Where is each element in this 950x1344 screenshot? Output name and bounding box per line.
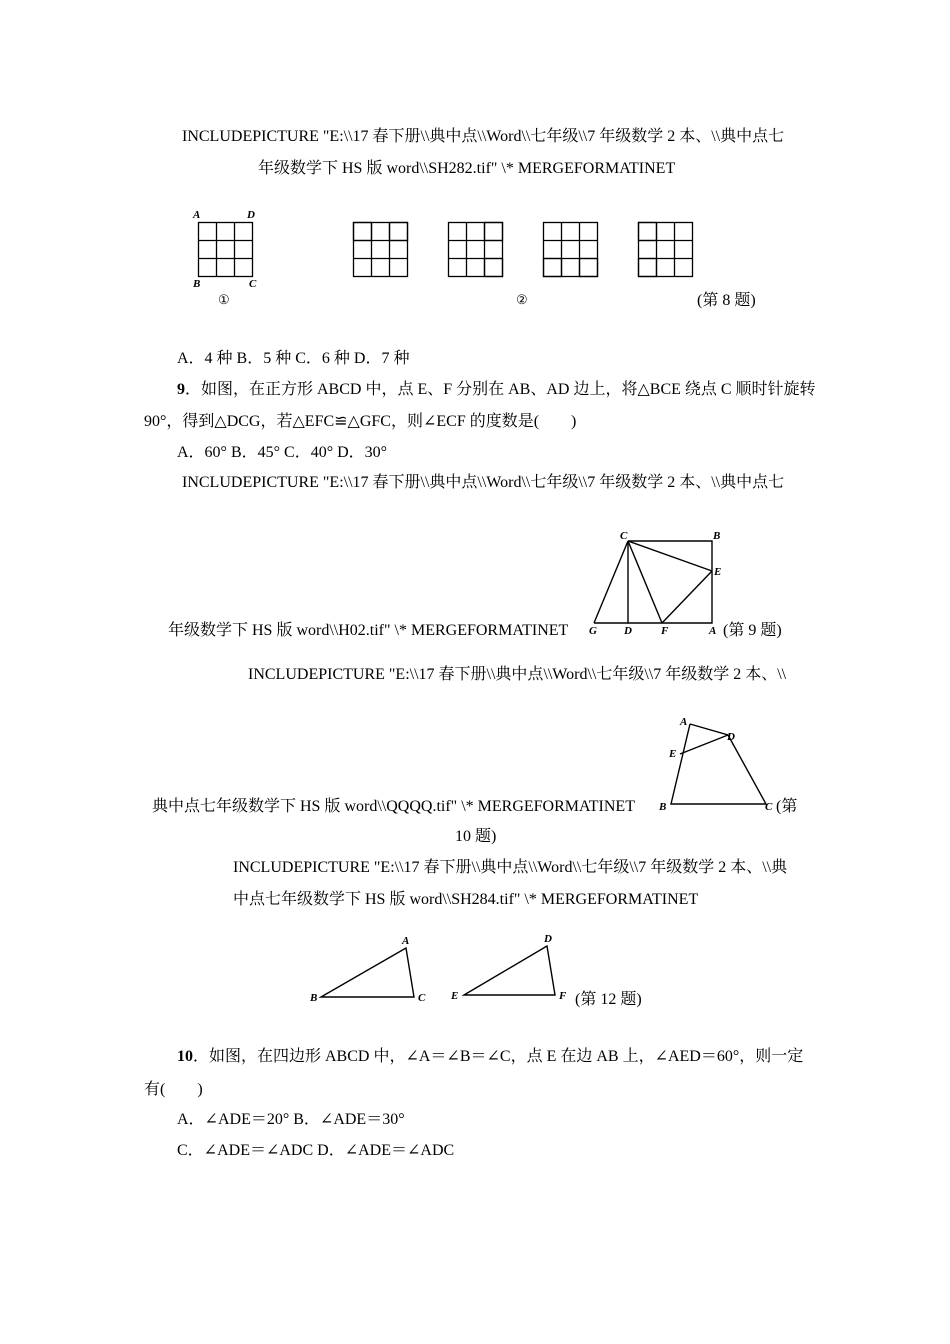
- figure-label: C: [620, 530, 628, 542]
- grid-figure-2d: [638, 222, 694, 278]
- figure-caption: ②: [516, 292, 528, 307]
- include-field-text: 年级数学下 HS 版 word\\H02.tif" \* MERGEFORMATINET: [168, 622, 569, 639]
- grid-figure-2c: [543, 222, 599, 278]
- figure-label: D: [544, 933, 552, 945]
- include-field-text: INCLUDEPICTURE "E:\\17 春下册\\典中点\\Word\\七年级\\7 年级数学 2 本、\\典中点七: [182, 474, 785, 491]
- include-field-text: 典中点七年级数学下 HS 版 word\\QQQQ.tif" \* MERGEFORMATINET: [152, 798, 635, 815]
- figure-caption: (第 8 题): [697, 292, 756, 309]
- figure-triangle-abc: [318, 944, 418, 1000]
- figure-caption: (第 12 题): [575, 991, 642, 1008]
- grid-figure-1: [198, 222, 254, 278]
- figure-label: B: [310, 992, 318, 1004]
- figure-label: E: [714, 566, 722, 578]
- question-text: 有( ): [144, 1081, 203, 1098]
- question-text: ．如图，在四边形 ABCD 中，∠A＝∠B＝∠C，点 E 在边 AB 上，∠AED＝60°，则一定: [193, 1048, 804, 1065]
- figure-label: D: [247, 209, 255, 221]
- figure-label: D: [624, 625, 632, 637]
- figure-label: A: [680, 716, 688, 728]
- figure-label: C: [249, 278, 257, 290]
- include-field-text: INCLUDEPICTURE "E:\\17 春下册\\典中点\\Word\\七年级\\7 年级数学 2 本、\\: [248, 666, 787, 683]
- figure-caption: ①: [218, 292, 230, 307]
- figure-label: F: [661, 625, 669, 637]
- figure-label: C: [418, 992, 426, 1004]
- figure-label: A: [193, 209, 201, 221]
- figure-triangle-def: [461, 942, 561, 998]
- question-number: 9: [177, 381, 185, 398]
- figure-caption: (第: [776, 798, 798, 815]
- grid-figure-2b: [448, 222, 504, 278]
- figure-label: A: [402, 935, 410, 947]
- include-field-text: 中点七年级数学下 HS 版 word\\SH284.tif" \* MERGEFORMATINET: [233, 891, 699, 908]
- answer-options: A．4 种 B．5 种 C．6 种 D．7 种: [177, 350, 410, 367]
- include-field-text: INCLUDEPICTURE "E:\\17 春下册\\典中点\\Word\\七年级\\7 年级数学 2 本、\\典中点七: [182, 128, 785, 145]
- question-stem: [177, 1047, 803, 1067]
- figure-label: B: [659, 801, 667, 813]
- figure-label: E: [451, 990, 459, 1002]
- include-field-text: INCLUDEPICTURE "E:\\17 春下册\\典中点\\Word\\七年级\\7 年级数学 2 本、\\典: [233, 859, 788, 876]
- figure-label: D: [727, 731, 735, 743]
- question-stem: [177, 380, 816, 400]
- figure-label: A: [709, 625, 717, 637]
- figure-label: F: [559, 990, 567, 1002]
- answer-options: A．∠ADE＝20° B．∠ADE＝30°: [177, 1111, 405, 1128]
- answer-options: A．60° B．45° C．40° D．30°: [177, 444, 388, 461]
- figure-label: E: [669, 748, 677, 760]
- answer-options: C．∠ADE＝∠ADC D．∠ADE＝∠ADC: [177, 1142, 455, 1159]
- include-field-text: 年级数学下 HS 版 word\\SH282.tif" \* MERGEFORMATINET: [258, 160, 676, 177]
- figure-label: G: [589, 625, 597, 637]
- figure-quadrilateral-abcd: [665, 718, 769, 808]
- question-text: 90°，得到△DCG，若△EFC≌△GFC，则∠ECF 的度数是( ): [144, 413, 577, 430]
- figure-label: B: [193, 278, 201, 290]
- question-number: 10: [177, 1048, 193, 1065]
- question-text: ．如图，在正方形 ABCD 中，点 E、F 分别在 AB、AD 边上，将△BCE 绕点 C 顺时针旋转: [185, 381, 816, 398]
- figure-label: B: [713, 530, 721, 542]
- figure-square-abcd: [590, 535, 720, 627]
- figure-caption: (第 9 题): [723, 622, 782, 639]
- figure-caption: 10 题): [455, 828, 497, 845]
- figure-label: C: [765, 801, 773, 813]
- grid-figure-2a: [353, 222, 409, 278]
